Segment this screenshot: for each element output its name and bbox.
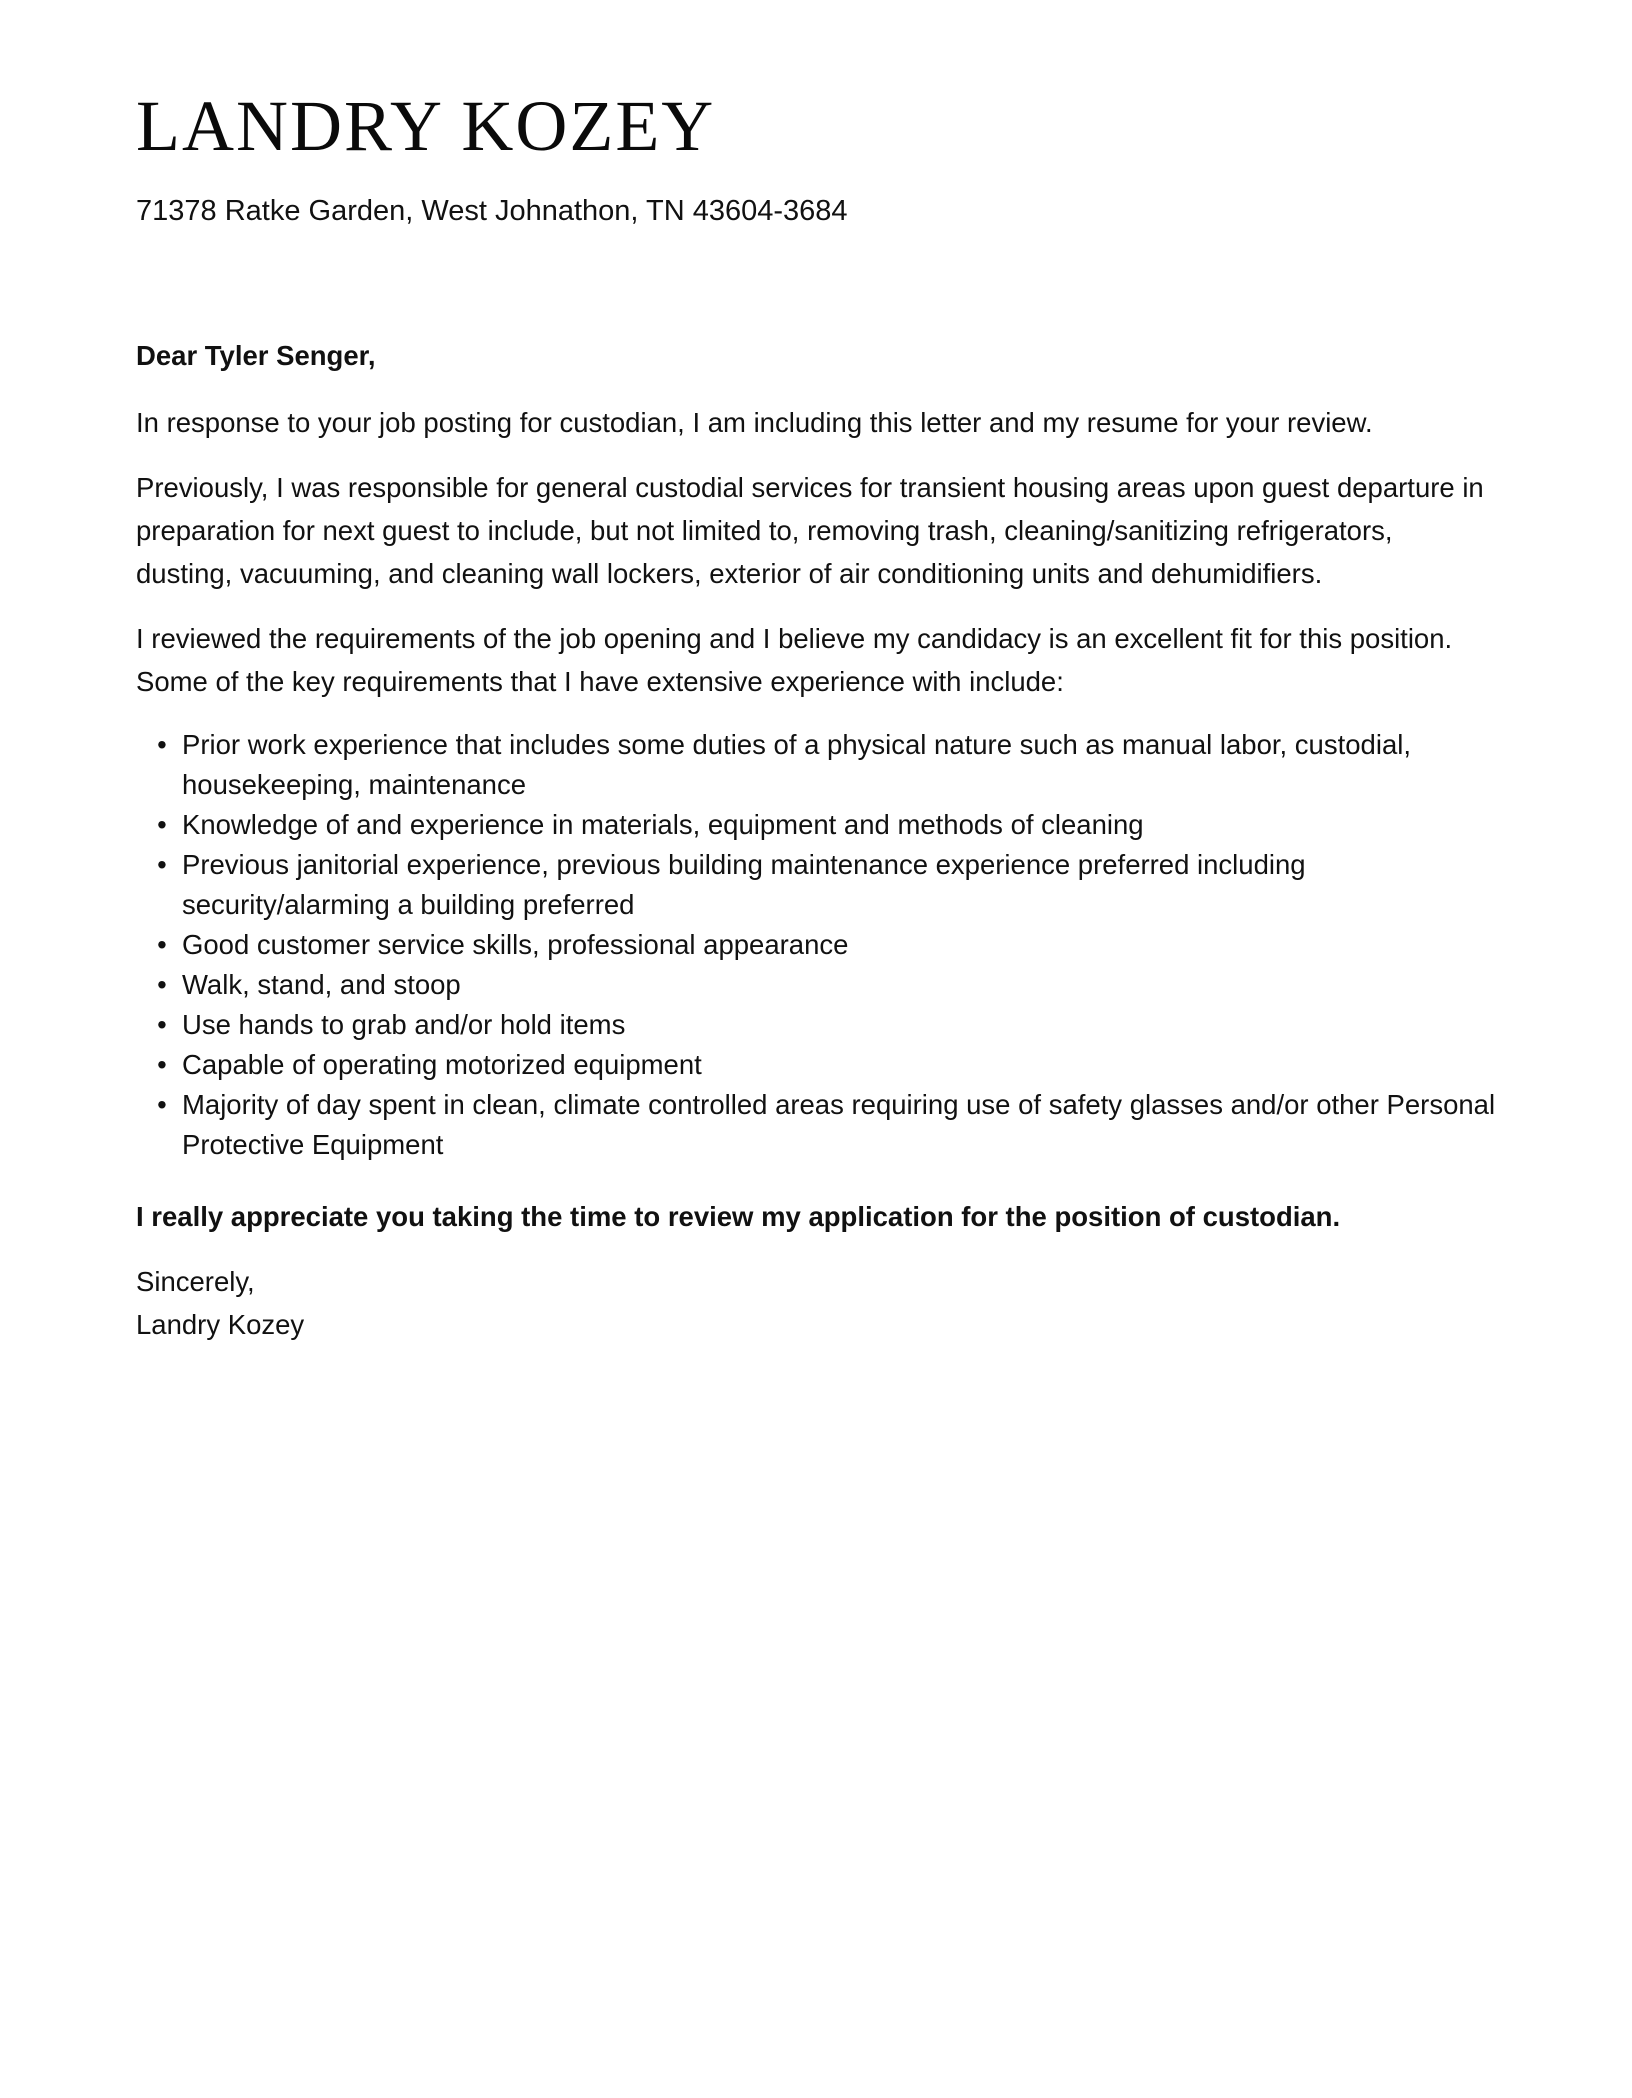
list-item-text: Prior work experience that includes some duties of a physical nature such as manual labor, custodial, housekeeping, maintenance (182, 729, 1411, 800)
list-item-text: Use hands to grab and/or hold items (182, 1009, 626, 1040)
list-item-text: Good customer service skills, professional appearance (182, 929, 849, 960)
list-item-text: Majority of day spent in clean, climate controlled areas requiring use of safety glasses and/or other Personal Protective Equipment (182, 1089, 1496, 1160)
bullet-icon: • (157, 969, 167, 1000)
requirements-list (136, 725, 1496, 1165)
bullet-icon: • (157, 849, 167, 880)
list-item (136, 1005, 1496, 1045)
bullet-icon: • (157, 729, 167, 760)
list-item-text: Knowledge of and experience in materials, equipment and methods of cleaning (182, 809, 1144, 840)
bullet-icon: • (157, 1089, 167, 1120)
list-item-text: Capable of operating motorized equipment (182, 1049, 702, 1080)
applicant-address: 71378 Ratke Garden, West Johnathon, TN 43604-3684 (136, 195, 848, 227)
bullet-icon: • (157, 1009, 167, 1040)
requirements-intro-paragraph: I reviewed the requirements of the job opening and I believe my candidacy is an excellent fit for this position. Some of the key requirements that I have extensive experience with include: (136, 623, 1453, 697)
signature-name: Landry Kozey (136, 1309, 305, 1340)
list-item-text: Previous janitorial experience, previous building maintenance experience preferred including security/alarming a building preferred (182, 849, 1306, 920)
bullet-icon: • (157, 809, 167, 840)
experience-paragraph: Previously, I was responsible for general custodial services for transient housing areas upon guest departure in preparation for next guest to include, but not limited to, removing trash, cleaning/sanitizing refrigerators, dusting, vacuuming, and cleaning wall lockers, exterior of air conditioning units and dehumidifiers. (136, 472, 1484, 589)
signoff-block (136, 1260, 1496, 1346)
bullet-icon: • (157, 1049, 167, 1080)
signoff-text: Sincerely, (136, 1266, 255, 1297)
list-item (136, 965, 1496, 1005)
list-item (136, 845, 1496, 925)
intro-paragraph: In response to your job posting for custodian, I am including this letter and my resume for your review. (136, 407, 1373, 438)
list-item (136, 925, 1496, 965)
list-item-text: Walk, stand, and stoop (182, 969, 461, 1000)
bullet-icon: • (157, 929, 167, 960)
list-item (136, 725, 1496, 805)
letter-body (136, 334, 1496, 1346)
list-item (136, 805, 1496, 845)
closing-paragraph: I really appreciate you taking the time to review my application for the position of custodian. (136, 1201, 1341, 1232)
greeting: Dear Tyler Senger, (136, 340, 376, 371)
applicant-name: LANDRY KOZEY (136, 86, 716, 166)
list-item (136, 1045, 1496, 1085)
list-item (136, 1085, 1496, 1165)
